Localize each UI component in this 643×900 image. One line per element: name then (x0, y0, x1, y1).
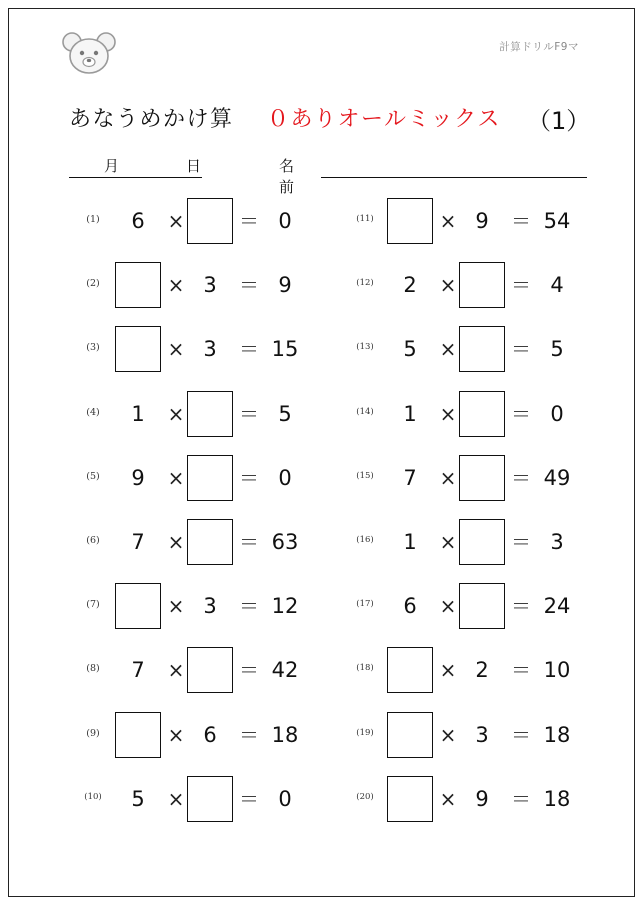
factor-value: 5 (403, 337, 417, 362)
times-sign: × (167, 273, 185, 298)
product-value: 18 (271, 722, 299, 747)
product-value: 5 (550, 337, 564, 362)
answer-box[interactable] (115, 583, 161, 629)
answer-box[interactable] (187, 391, 233, 437)
equals-sign: ＝ (511, 209, 531, 233)
factor-value: 7 (403, 465, 417, 490)
answer-box[interactable] (387, 712, 433, 758)
product-value: 63 (271, 530, 299, 554)
product-value: 49 (543, 465, 571, 490)
product-value: 0 (550, 401, 564, 426)
product-value: 3 (550, 530, 564, 554)
times-sign: × (439, 209, 457, 233)
product-value: 18 (543, 722, 571, 747)
answer-box[interactable] (115, 326, 161, 372)
page-subtitle: ０ありオールミックス (267, 107, 501, 132)
times-sign: × (167, 786, 185, 811)
equals-sign: ＝ (511, 401, 531, 426)
equals-sign: ＝ (511, 786, 531, 811)
problem-item (73, 583, 333, 631)
problem-item (73, 776, 333, 824)
factor-value: 3 (203, 337, 217, 362)
factor-value: 2 (403, 273, 417, 298)
problem-item (73, 262, 333, 310)
answer-box[interactable] (187, 776, 233, 822)
factor-value: 7 (131, 530, 145, 554)
answer-box[interactable] (115, 712, 161, 758)
equals-sign: ＝ (511, 337, 531, 362)
equals-sign: ＝ (511, 722, 531, 747)
product-value: 18 (543, 786, 571, 811)
equals-sign: ＝ (239, 722, 259, 747)
times-sign: × (439, 658, 457, 683)
problem-number: (3) (86, 342, 100, 354)
equals-sign: ＝ (239, 465, 259, 490)
factor-value: 1 (403, 530, 417, 554)
factor-value: 2 (475, 658, 489, 683)
equals-sign: ＝ (511, 465, 531, 490)
name-label: 名前 (279, 157, 295, 196)
answer-box[interactable] (387, 776, 433, 822)
sheet-number: （1） (527, 107, 591, 135)
times-sign: × (167, 722, 185, 747)
page-title: あなうめかけ算 (69, 107, 234, 132)
product-value: 0 (278, 209, 292, 233)
product-value: 24 (543, 594, 571, 619)
problem-item (73, 712, 333, 760)
problem-number: (14) (356, 406, 374, 417)
problem-number: (20) (356, 791, 374, 802)
times-sign: × (439, 786, 457, 811)
answer-box[interactable] (187, 455, 233, 501)
worksheet (8, 8, 635, 897)
times-sign: × (439, 594, 457, 619)
times-sign: × (439, 722, 457, 747)
month-label: 月 (104, 157, 120, 175)
problem-number: (1) (86, 214, 100, 225)
problem-number: (11) (356, 214, 374, 224)
problem-number: (17) (356, 599, 374, 610)
product-value: 4 (550, 273, 564, 298)
answer-box[interactable] (187, 647, 233, 693)
problem-number: (6) (86, 535, 100, 546)
problem-number: (2) (86, 278, 100, 290)
answer-box[interactable] (115, 262, 161, 308)
factor-value: 9 (475, 209, 489, 233)
factor-value: 1 (403, 401, 417, 426)
problem-item (345, 326, 605, 374)
problem-number: (13) (356, 342, 374, 353)
bear-logo-icon (61, 31, 117, 77)
problem-number: (15) (356, 470, 374, 481)
equals-sign: ＝ (511, 530, 531, 554)
equals-sign: ＝ (239, 786, 259, 811)
times-sign: × (167, 337, 185, 362)
factor-value: 3 (203, 273, 217, 298)
times-sign: × (167, 465, 185, 490)
problem-item (345, 519, 605, 567)
factor-value: 6 (403, 594, 417, 619)
times-sign: × (167, 530, 185, 554)
problem-item (345, 198, 605, 246)
problem-item (73, 455, 333, 503)
times-sign: × (439, 465, 457, 490)
equals-sign: ＝ (239, 273, 259, 298)
equals-sign: ＝ (239, 337, 259, 362)
problem-number: (18) (356, 663, 374, 674)
times-sign: × (439, 337, 457, 362)
equals-sign: ＝ (239, 209, 259, 233)
problem-number: (5) (86, 470, 100, 482)
product-value: 5 (278, 401, 292, 426)
answer-box[interactable] (459, 519, 505, 565)
product-value: 10 (543, 658, 571, 683)
problem-item (73, 647, 333, 695)
times-sign: × (167, 209, 185, 233)
answer-box[interactable] (459, 326, 505, 372)
answer-box[interactable] (387, 647, 433, 693)
problem-number: (4) (86, 406, 100, 418)
problem-item (345, 455, 605, 503)
factor-value: 1 (131, 401, 145, 426)
problem-number: (8) (86, 663, 100, 675)
factor-value: 6 (131, 209, 145, 233)
problem-item (345, 262, 605, 310)
times-sign: × (439, 273, 457, 298)
problem-number: (7) (86, 599, 100, 611)
answer-box[interactable] (459, 583, 505, 629)
answer-box[interactable] (187, 198, 233, 244)
problem-item (73, 391, 333, 439)
problem-number: (9) (86, 727, 100, 739)
problem-item (73, 519, 333, 567)
problem-item (73, 198, 333, 246)
problem-number: (10) (84, 791, 102, 802)
problem-item (345, 391, 605, 439)
product-value: 42 (271, 658, 299, 683)
answer-box[interactable] (387, 198, 433, 244)
times-sign: × (167, 658, 185, 683)
problem-number: (12) (356, 278, 374, 289)
product-value: 54 (543, 209, 571, 233)
day-label: 日 (186, 157, 202, 175)
factor-value: 3 (203, 594, 217, 619)
times-sign: × (167, 401, 185, 426)
product-value: 15 (271, 337, 299, 362)
factor-value: 5 (131, 786, 145, 811)
problem-item (73, 326, 333, 374)
equals-sign: ＝ (239, 530, 259, 554)
equals-sign: ＝ (511, 273, 531, 298)
name-field[interactable] (321, 177, 587, 178)
problem-item (345, 712, 605, 760)
factor-value: 9 (131, 465, 145, 490)
problem-number: (16) (356, 535, 374, 545)
problem-item (345, 583, 605, 631)
factor-value: 6 (203, 722, 217, 747)
title-row (69, 99, 589, 135)
equals-sign: ＝ (511, 658, 531, 683)
equals-sign: ＝ (239, 658, 259, 683)
answer-box[interactable] (459, 262, 505, 308)
problem-number: (19) (356, 727, 374, 738)
factor-value: 7 (131, 658, 145, 683)
date-field[interactable] (69, 177, 202, 178)
product-value: 12 (271, 594, 299, 619)
answer-box[interactable] (459, 391, 505, 437)
times-sign: × (439, 401, 457, 426)
factor-value: 3 (475, 722, 489, 747)
answer-box[interactable] (459, 455, 505, 501)
product-value: 9 (278, 273, 292, 298)
brand-label: 計算ドリルF9マ (499, 41, 579, 53)
product-value: 0 (278, 786, 292, 811)
problem-item (345, 776, 605, 824)
times-sign: × (439, 530, 457, 554)
equals-sign: ＝ (239, 401, 259, 426)
equals-sign: ＝ (239, 594, 259, 619)
answer-box[interactable] (187, 519, 233, 565)
problem-item (345, 647, 605, 695)
product-value: 0 (278, 465, 292, 490)
factor-value: 9 (475, 786, 489, 811)
equals-sign: ＝ (511, 594, 531, 619)
times-sign: × (167, 594, 185, 619)
